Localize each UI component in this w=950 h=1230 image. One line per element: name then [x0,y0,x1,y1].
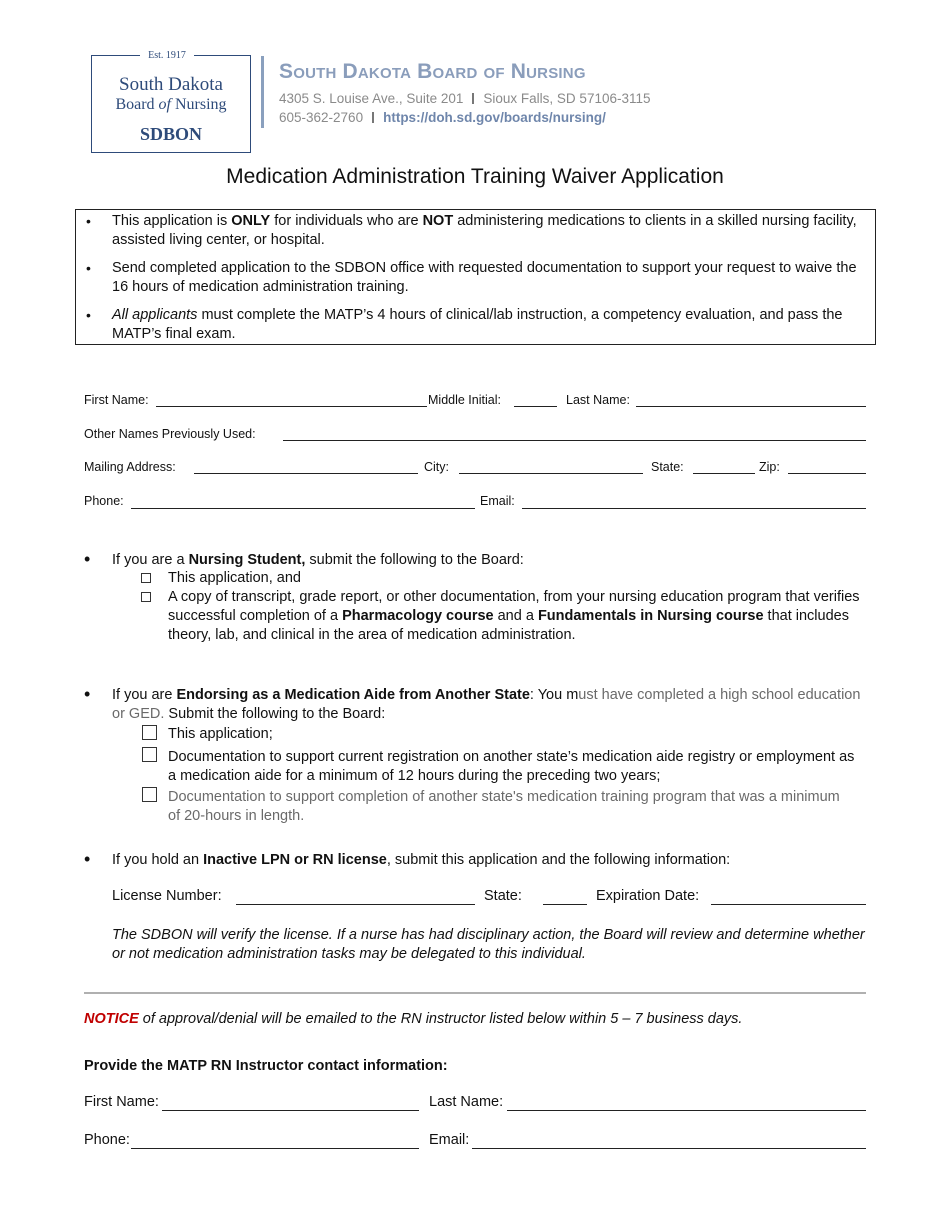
email-label: Email: [480,494,515,508]
logo-text-state: South Dakota [119,74,223,95]
first-name-field[interactable] [156,406,427,407]
logo-text-board: Board of Nursing [115,96,227,113]
info-box [75,209,876,345]
org-address: 4305 S. Louise Ave., Suite 201 Sioux Falls, SD 57106-3115 [279,91,651,106]
instructor-first-name-label: First Name: [84,1094,159,1110]
student-checkbox-application[interactable] [141,573,151,583]
student-checkbox-transcript[interactable] [141,592,151,602]
logo-text-sdbon: SDBON [139,124,202,144]
org-phone: 605-362-2760 [279,110,364,125]
info-item-send: • Send completed application to the SDBON office with requested documentation to support your request to waive the 16 hours of medication administration training. [112,259,874,297]
last-name-label: Last Name: [566,393,630,407]
city-label: City: [424,460,449,474]
endorse-heading: If you are Endorsing as a Medication Aide from Another State: You must have completed a high school education or GED. Submit the following to the Board: [112,687,861,722]
bullet-icon: • [84,684,91,704]
endorse-checkbox-registration[interactable] [142,747,157,762]
instructor-phone-field[interactable] [131,1148,419,1149]
student-option-application: This application, and [168,570,301,586]
zip-field[interactable] [788,473,866,474]
instructor-email-field[interactable] [472,1148,866,1149]
page-title: Medication Administration Training Waiver Application [226,165,724,188]
student-option-transcript: A copy of transcript, grade report, or other documentation, from your nursing education program that verifies successful completion of a Pharmacology course and a Fundamentals in Nursing course that includes theory, lab, and clinical in the area of medication administration. [168,589,860,643]
other-names-field[interactable] [283,440,866,441]
org-contact [279,110,606,125]
instructor-phone-label: Phone: [84,1132,130,1148]
expiration-date-label: Expiration Date: [596,888,700,904]
info-item-only: • This application is ONLY for individuals who are NOT administering medications to clients in a skilled nursing facility, assisted living center, or hospital. [112,212,874,250]
phone-field[interactable] [131,508,475,509]
license-number-label: License Number: [112,888,222,904]
instructor-first-name-field[interactable] [162,1110,419,1111]
section-divider [84,992,866,994]
mailing-address-label: Mailing Address: [84,460,176,474]
instructor-email-label: Email: [429,1132,470,1148]
endorse-checkbox-application[interactable] [142,725,157,740]
endorse-checkbox-training[interactable] [142,787,157,802]
license-state-label: State: [484,888,522,904]
notice-text: NOTICE of approval/denial will be emailed to the RN instructor listed below within 5 – 7 business days. [84,1011,743,1027]
state-label: State: [651,460,684,474]
instructor-last-name-field[interactable] [507,1110,866,1111]
org-website-link[interactable]: https://doh.sd.gov/boards/nursing/ [383,110,606,125]
expiration-date-field[interactable] [711,904,866,905]
header-divider [261,56,264,128]
mailing-address-field[interactable] [194,473,418,474]
instructor-heading: Provide the MATP RN Instructor contact information: [84,1058,448,1074]
endorse-option-application: This application; [168,726,273,742]
logo-est: Est. 1917 [140,49,194,62]
info-item-all-applicants: • All applicants must complete the MATP’s 4 hours of clinical/lab instruction, a competency evaluation, and pass the MATP’s final exam. [112,306,874,344]
license-verification-note: The SDBON will verify the license. If a nurse has had disciplinary action, the Board will review and determine whether or not medication administration tasks may be delegated to this individual. [112,927,865,962]
endorse-option-registration: Documentation to support current registration on another state’s medication aide registry or employment as a medication aide for a minimum of 12 hours during the preceding two years; [168,749,855,784]
email-field[interactable] [522,508,866,509]
student-heading: If you are a Nursing Student, submit the following to the Board: [112,552,524,568]
state-field[interactable] [693,473,755,474]
instructor-last-name-label: Last Name: [429,1094,504,1110]
bullet-icon: • [84,849,91,869]
last-name-field[interactable] [636,406,866,407]
zip-label: Zip: [759,460,780,474]
middle-initial-field[interactable] [514,406,557,407]
inactive-heading: If you hold an Inactive LPN or RN license, submit this application and the following information: [112,852,731,868]
phone-label: Phone: [84,494,124,508]
first-name-label: First Name: [84,393,149,407]
org-name: South Dakota Board of Nursing [279,60,586,83]
bullet-icon: • [84,549,91,569]
endorse-option-training: Documentation to support completion of another state's medication training program that was a minimum of 20-hours in length. [168,789,840,824]
license-number-field[interactable] [236,904,475,905]
middle-initial-label: Middle Initial: [428,393,501,407]
city-field[interactable] [459,473,643,474]
license-state-field[interactable] [543,904,587,905]
other-names-label: Other Names Previously Used: [84,427,256,441]
